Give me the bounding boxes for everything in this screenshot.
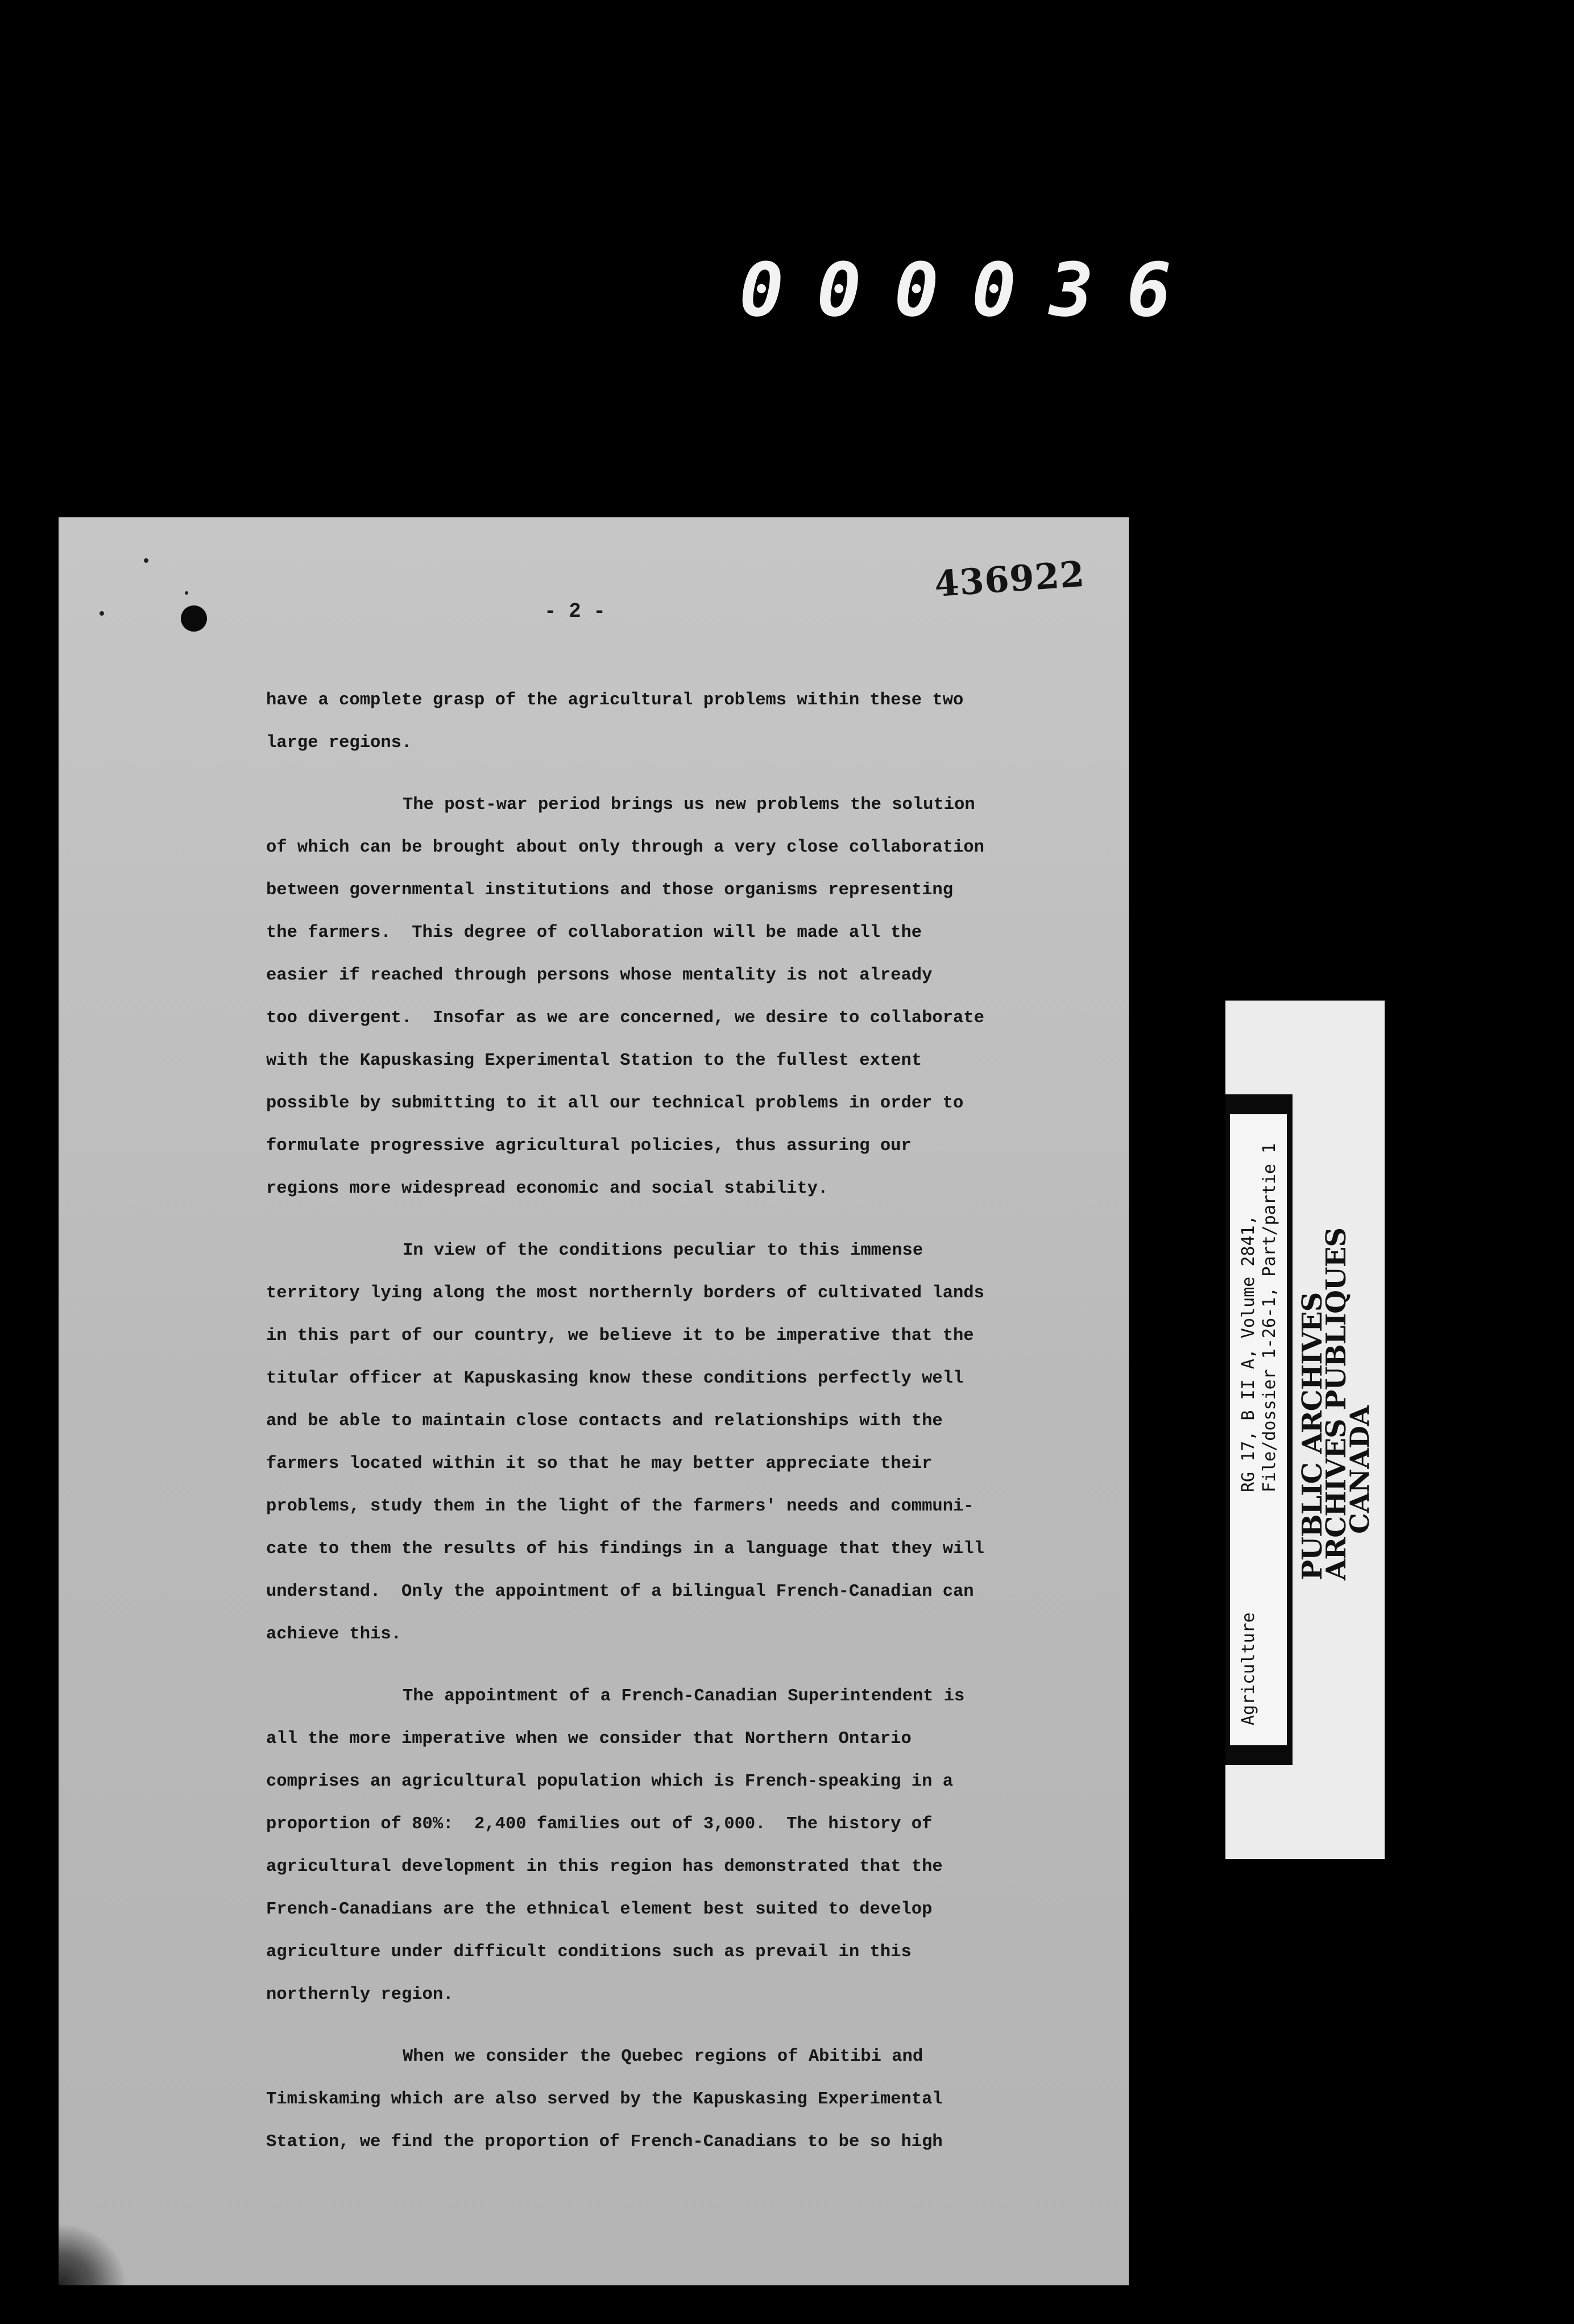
- page-number: - 2 -: [544, 600, 606, 623]
- text-line: achieve this.: [266, 1625, 401, 1644]
- hole-punch-mark: [181, 605, 207, 632]
- label-reference-line-1: RG 17, B II A, Volume 2841,: [1239, 1215, 1258, 1492]
- text-line: problems, study them in the light of the farmers' needs and communi-: [266, 1497, 974, 1516]
- text-line: have a complete grasp of the agricultural problems within these two: [266, 691, 964, 710]
- label-subject: Agriculture: [1239, 1612, 1258, 1725]
- text-line: agricultural development in this region has demonstrated that the: [266, 1857, 943, 1877]
- text-line: comprises an agricultural population which is French-speaking in a: [266, 1772, 953, 1791]
- label-institution-fr: ARCHIVES PUBLIQUES: [1320, 1228, 1352, 1580]
- text-line: territory lying along the most northernly borders of cultivated lands: [266, 1284, 984, 1303]
- label-reference-line-2: File/dossier 1-26-1, Part/partie 1: [1260, 1143, 1279, 1492]
- letter-body: [266, 679, 1074, 2164]
- text-line: agriculture under difficult conditions such as prevail in this: [266, 1943, 912, 1962]
- paragraph-gap: [266, 765, 1074, 784]
- text-line: northernly region.: [266, 1985, 454, 2005]
- text-line: In view of the conditions peculiar to this immense: [403, 1241, 923, 1260]
- paragraph-gap: [266, 1210, 1074, 1230]
- paragraph-gap: [266, 1656, 1074, 1675]
- page-speck: [100, 611, 104, 616]
- text-line: in this part of our country, we believe it to be imperative that the: [266, 1326, 974, 1346]
- text-line: too divergent. Insofar as we are concerned, we desire to collaborate: [266, 1009, 984, 1028]
- text-line: understand. Only the appointment of a bilingual French-Canadian can: [266, 1582, 974, 1601]
- text-line: easier if reached through persons whose mentality is not already: [266, 966, 933, 985]
- text-line: When we consider the Quebec regions of Abitibi and: [403, 2047, 923, 2066]
- text-line: with the Kapuskasing Experimental Station to the fullest extent: [266, 1051, 922, 1070]
- document-number-stamp: 436922: [933, 553, 1087, 605]
- text-line: proportion of 80%: 2,400 families out of 3,000. The history of: [266, 1815, 933, 1834]
- page-speck: [144, 558, 148, 563]
- text-line: titular officer at Kapuskasing know these conditions perfectly well: [266, 1369, 964, 1388]
- text-line: possible by submitting to it all our technical problems in order to: [266, 1094, 964, 1113]
- text-line: and be able to maintain close contacts and relationships with the: [266, 1412, 943, 1431]
- text-line: The appointment of a French-Canadian Superintendent is: [403, 1687, 965, 1706]
- page-speck: [185, 591, 188, 595]
- text-line: large regions.: [266, 733, 412, 753]
- text-line: formulate progressive agricultural policies, thus assuring our: [266, 1136, 912, 1156]
- text-line: farmers located within it so that he may better appreciate their: [266, 1454, 933, 1474]
- text-line: of which can be brought about only through a very close collaboration: [266, 838, 984, 857]
- text-line: French-Canadians are the ethnical element best suited to develop: [266, 1900, 933, 1919]
- document-page: [59, 517, 1129, 2285]
- frame-number: 000036: [739, 247, 1204, 333]
- text-line: the farmers. This degree of collaboration will be made all the: [266, 923, 922, 943]
- label-institution-en: PUBLIC ARCHIVES: [1297, 1292, 1328, 1580]
- text-line: Timiskaming which are also served by the Kapuskasing Experimental: [266, 2090, 943, 2109]
- label-country: CANADA: [1344, 1405, 1375, 1534]
- text-line: regions more widespread economic and social stability.: [266, 1179, 829, 1198]
- text-line: all the more imperative when we consider that Northern Ontario: [266, 1729, 912, 1749]
- paragraph-gap: [266, 2016, 1074, 2036]
- text-line: cate to them the results of his findings in a language that they will: [266, 1539, 984, 1559]
- text-line: between governmental institutions and those organisms representing: [266, 881, 953, 900]
- text-line: The post-war period brings us new problems the solution: [403, 795, 975, 815]
- text-line: Station, we find the proportion of French-Canadians to be so high: [266, 2132, 943, 2152]
